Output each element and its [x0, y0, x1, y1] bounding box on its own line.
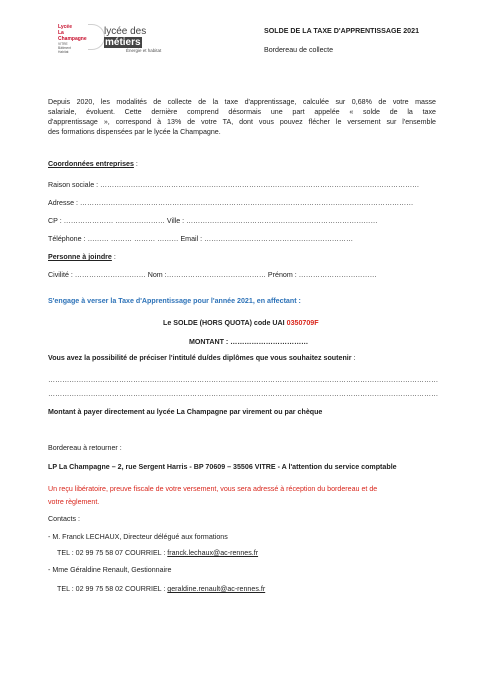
company-heading-text: Coordonnées entreprises	[48, 160, 134, 168]
montant-field[interactable]: MONTANT : ……………………………	[189, 338, 309, 346]
payment-line: Montant à payer directement au lycée La Champagne par virement ou par chèque	[48, 408, 323, 416]
contact1-name: - M. Franck LECHAUX, Directeur délégué aux formations	[48, 533, 228, 541]
doc-title: SOLDE DE LA TAXE D'APPRENTISSAGE 2021	[264, 27, 420, 35]
lycee-des-metiers-logo	[104, 26, 176, 52]
uai-code: 0350709F	[286, 319, 319, 327]
logo-main-a: lycée des	[104, 26, 147, 37]
intro-paragraph	[48, 97, 436, 137]
contact2-tel-text: TEL : 02 99 75 58 02 COURRIEL :	[57, 585, 168, 593]
lycee-la-champagne-logo	[58, 24, 92, 54]
solde-line	[163, 319, 319, 328]
cp-ville-field[interactable]: CP : ………………… ………………… Ville : ………………………………………………………………………	[48, 217, 378, 225]
diplomes-dots-1[interactable]: …………………………………………………………………………………………………………………………………………………	[48, 376, 439, 384]
logo-sub2: Habitat	[58, 50, 69, 54]
contacts-label: Contacts :	[48, 515, 80, 523]
diplomes-question	[48, 354, 355, 363]
adresse-field[interactable]: Adresse : ……………………………………………………………………………………………………………………………	[48, 199, 414, 207]
intro-line: d'apprentissage », correspond à 13% de votre TA, dont vous pouvez flécher le versement sur l'ensemble	[48, 118, 436, 127]
intro-line: des formations dispensées par le lycée la Champagne.	[48, 128, 221, 137]
contact2-tel	[57, 585, 265, 594]
contact2-email-link[interactable]: geraldine.renault@ac-rennes.fr	[167, 585, 266, 593]
contact1-tel	[57, 549, 258, 558]
diplomes-question-text: Vous avez la possibilité de préciser l'intitulé du/des diplômes que vous souhaitez soutenir	[48, 354, 352, 362]
raison-sociale-field[interactable]: Raison sociale : ………………………………………………………………………………………………………………………	[48, 181, 420, 189]
logo-sub1: Bâtiment	[58, 46, 72, 50]
receipt-line2: votre règlement.	[48, 498, 100, 506]
logo-line1: Lycée	[58, 24, 72, 30]
logo-line2: La Champagne	[58, 30, 87, 42]
contact-heading	[48, 253, 116, 262]
telephone-email-field[interactable]: Téléphone : ……… ……… ……… ……… Email : ………………………………………………………	[48, 235, 354, 243]
logo-line3: VITRE	[58, 42, 68, 46]
logo-sub: Énergie et habitat	[126, 48, 162, 53]
intro-line: Depuis 2020, les modalités de collecte de la taxe d'apprentissage, calculée sur 0,68% de votre masse	[48, 98, 436, 106]
diplomes-dots-2[interactable]: …………………………………………………………………………………………………………………………………………………	[48, 390, 439, 398]
contact-heading-text: Personne à joindre	[48, 253, 112, 261]
logo-arc-decoration	[88, 24, 105, 50]
diplomes-question-colon: :	[351, 354, 356, 362]
doc-subtitle: Bordereau de collecte	[264, 46, 334, 54]
contact2-name: - Mme Géraldine Renault, Gestionnaire	[48, 566, 172, 574]
return-address: LP La Champagne – 2, rue Sergent Harris - BP 70609 – 35506 VITRE - A l'attention du service comptable	[48, 463, 397, 471]
company-heading	[48, 160, 138, 169]
contact1-tel-text: TEL : 02 99 75 58 07 COURRIEL :	[57, 549, 168, 557]
logo-main-b: métiers	[105, 37, 141, 48]
intro-line: salariale, évoluent. Cette dernière comprend désormais une part appelée « solde de la taxe	[48, 108, 436, 117]
return-label: Bordereau à retourner :	[48, 444, 122, 452]
engage-line: S'engage à verser la Taxe d'Apprentissage pour l'année 2021, en affectant :	[48, 297, 301, 305]
solde-label: Le SOLDE (HORS QUOTA) code UAI	[163, 319, 287, 327]
company-heading-colon: :	[133, 160, 138, 168]
receipt-line1: Un reçu libératoire, preuve fiscale de votre versement, vous sera adressé à réception du bordereau et de	[48, 485, 378, 493]
civilite-nom-prenom-field[interactable]: Civilité : ………………………… Nom :…………………………………… Prénom : ……………………………	[48, 271, 377, 279]
contact-heading-colon: :	[111, 253, 116, 261]
contact1-email-link[interactable]: franck.lechaux@ac-rennes.fr	[167, 549, 259, 557]
